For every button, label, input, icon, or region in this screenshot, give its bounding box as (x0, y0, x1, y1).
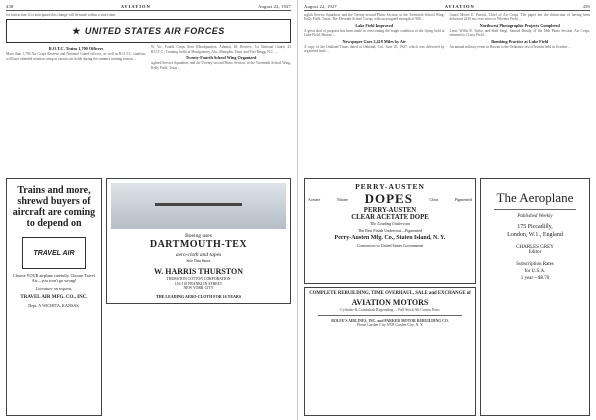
boeing-slogan: THE LEADING AERO-CLOTH FOR 16 YEARS (155, 293, 242, 299)
bombing-text: An annual military event in Hawaii is the Ordnance test of bombs held in October ... (449, 44, 571, 49)
boeing-distributor: W. HARRIS THURSTON (154, 267, 243, 277)
travel-air-ad[interactable] (6, 178, 102, 416)
banner-title: UNITED STATES AIR FORCES (84, 26, 225, 37)
divider (318, 315, 462, 316)
right-article-columns (304, 13, 590, 53)
newspaper-text: A copy of the Oakland Times dated at Oakland, Cal., June 25, 1927, which was delivered by registered mail ... (304, 44, 445, 54)
heading-twenty-fourth: Twenty-Fourth School Wing Organized (185, 55, 257, 61)
pigmented-label: Pigmented (454, 196, 472, 202)
boeing-dartmouth-ad[interactable] (106, 178, 291, 304)
northwest-text: Lieut. Willis R. Taylor and Staff Sergt. Samuel Bundy, of the 18th Photo Section, Air Corps, returned to Crissy Field ... (449, 28, 590, 38)
boeing-line-3: aero-cloth and tapes (175, 252, 222, 258)
boeing-ad-column (106, 178, 291, 416)
heading-northwest: Northwest Photographic Projects Completed (479, 22, 560, 28)
aeroplane-rates: Subscription Rates for U.S.A. 1 year—$8.70 (516, 261, 554, 281)
left-page-header (6, 4, 291, 11)
issue-date: August 22, 1927 (258, 4, 291, 9)
star-icon: ★ (72, 25, 81, 36)
aeroplane-title: The Aeroplane (496, 190, 574, 205)
nitrate-label: Nitrate (336, 196, 348, 202)
boeing-distributor-label: Sole Distributor (186, 259, 211, 263)
dopes-row (308, 191, 472, 207)
heading-rotc: R.O.T.C. Trains 1,700 Officers (48, 46, 104, 52)
right-page-header (304, 4, 590, 11)
perry-company: Perry-Austen Mfg. Co., Staten Island, N. Y. (334, 235, 446, 241)
right-col-2 (450, 13, 591, 53)
travel-air-address: Dept. A WICHITA, KANSAS. (28, 303, 80, 308)
airplane-illustration (111, 183, 286, 229)
boeing-address: THURSTON COTTON CORPORATION 116-118 FRANKLIN STREET NEW YORK CITY (166, 277, 231, 291)
article-col-1 (6, 45, 146, 70)
motors-title: AVIATION MOTORS (351, 298, 429, 307)
travel-air-logo: TRAVEL AIR (22, 237, 86, 269)
issue-date-right: August 22, 1927 (304, 4, 337, 9)
acetate-label: Acetate (308, 196, 321, 202)
travel-air-tagline: Choose YOUR airplane carefully. Choose Travel Air—you won't go wrong! (13, 273, 95, 283)
boeing-line-1: Boeing uses (185, 233, 212, 239)
perry-product: CLEAR ACETATE DOPE (351, 214, 429, 221)
heading-newspaper: Newspaper Goes 2,418 Miles by Air (342, 38, 406, 44)
motors-phone: Phone Garden City 6708 Garden City, N. Y. (356, 323, 424, 328)
page-number: 438 (6, 4, 14, 9)
clear-label: Clear (429, 196, 439, 202)
article-col-2 (151, 45, 291, 70)
travel-air-headline: Trains and more, shrewd buyers of aircraft are coming to depend on (12, 185, 96, 229)
aviation-motors-ad[interactable] (304, 287, 476, 416)
section-banner (6, 19, 291, 43)
travel-air-literature: Literature on request. (35, 286, 73, 291)
left-ads-row (6, 178, 291, 416)
aeroplane-frequency: Published Weekly (517, 213, 553, 219)
article-columns (6, 45, 291, 70)
right-col-1 (304, 13, 445, 53)
perry-austen-ad[interactable] (304, 178, 476, 284)
motors-headline: COMPLETE REBUILDING, TIME OVERHAUL, SALE and EXCHANGE of (309, 291, 471, 296)
right-body-1: sighth Service Squadron, and the Twenty-second Photo Section, to the Twentieth School Wing, Kelly Field, Texas. The Eleventh School Group, with an assigned strength of 908 ... (304, 13, 445, 22)
boeing-line-2: DARTMOUTH-TEX (149, 239, 248, 250)
perry-finish: The Best Finish Undercoat—Pigmented (357, 228, 423, 233)
publication-title: AVIATION (120, 4, 151, 9)
motors-company: ROLFE'S AIRLINES, INC. and PARKER MOTOR REBUILDING CO. (331, 318, 449, 323)
motors-services: Cylinder & Crankshaft Regrinding ... Full Stock All Curtiss Parts (340, 308, 440, 312)
heading-lake-field: Lake Field Improved (355, 22, 394, 28)
divider (494, 209, 576, 210)
page-number-right: 439 (582, 4, 590, 9)
aeroplane-ad[interactable] (480, 178, 590, 416)
intro-text: for instruction. It is anticipated this change will be made within a short time. (6, 13, 116, 17)
publication-title-right: AVIATION (444, 4, 475, 9)
heading-bombing: Bombing Practice at Luke Field (491, 38, 549, 44)
right-ads-left (304, 178, 476, 416)
body-text-2: W. Va.; Fourth Corps Area (Headquarters, Atlanta), Ill. Reserve, 1st National Guard, 43 R.O.T.C.; Training fields at Montgomery, Ala.; Memphis, Tenn. and Fort Bragg, N.C. ... (151, 45, 291, 54)
perry-brand: PERRY-AUSTEN (363, 207, 417, 214)
travel-air-company: TRAVEL AIR MFG. CO., INC. (20, 295, 88, 300)
right-ads-row (304, 178, 590, 416)
perry-tagline: The Leading Undercoat (370, 221, 410, 226)
dopes-label: DOPES (364, 191, 413, 206)
right-body-2: Guard Moses E. Patrick, Chief of Air Corps. The paper has the distinction of having been delivered 2418 mi. over wires to Wheeler Field ... (449, 13, 590, 22)
perry-top: PERRY-AUSTEN (355, 182, 425, 191)
body-text-1: More than 1,700 Air Corps Reserve and National Guard officers, as well as R.O.T.C. students, will have attended aviation camp at various air fields during the summer training season ... (6, 52, 146, 61)
right-page (298, 0, 596, 420)
perry-contractors: Contractors to United States Government (356, 243, 424, 248)
body-text-3: sighted Service Squadron, and the Twenty-second Photo Section, to the Twentieth School Wing, Kelly Field, Texas ... (151, 61, 291, 70)
aeroplane-address: 175 Piccadilly, London, W.1., England (507, 223, 563, 238)
aeroplane-editor: CHARLES GREY Editor (516, 244, 554, 255)
lake-field-text: A great deal of progress has been made in overcoming the rough condition of the flying field at Luke Field, Hawaii ... (304, 28, 445, 38)
